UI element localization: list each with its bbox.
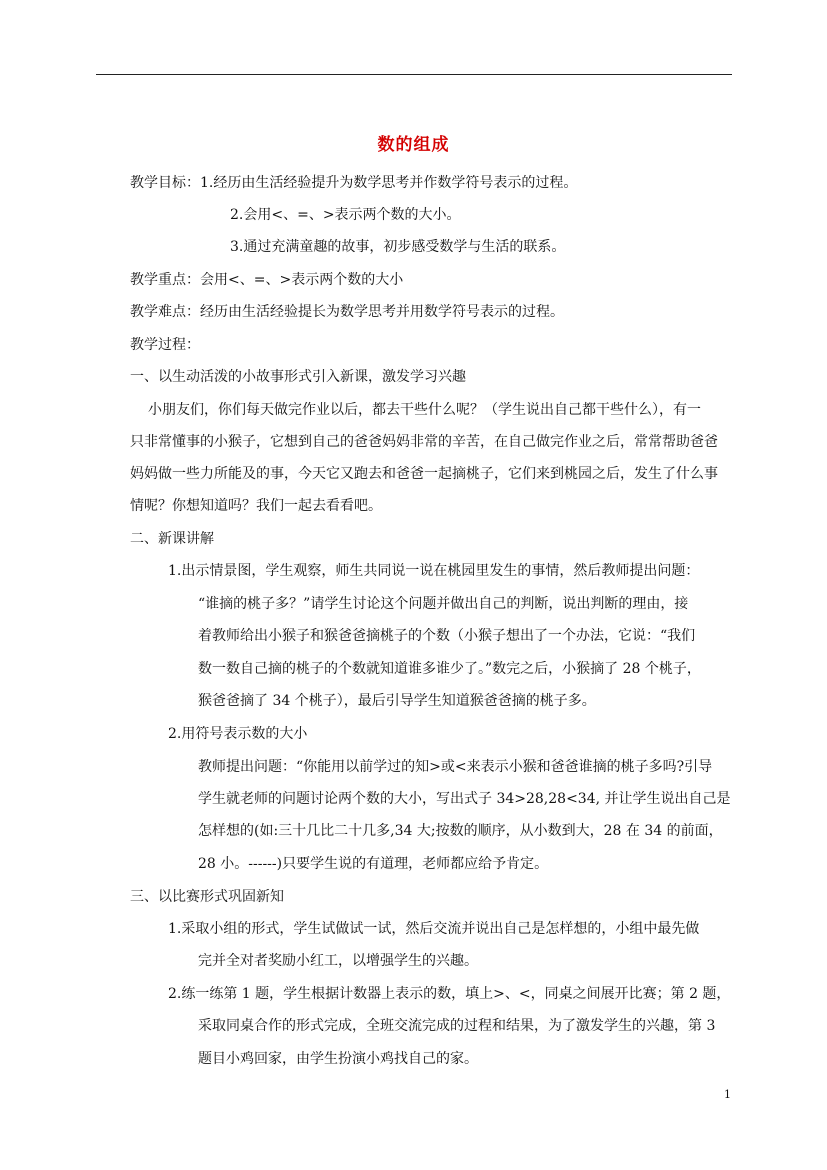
text-line: 猴爸爸摘了 34 个桃子），最后引导学生知道猴爸爸摘的桃子多。 bbox=[198, 693, 596, 709]
text-line: “谁摘的桃子多？”请学生讨论这个问题并做出自己的判断，说出判断的理由，接 bbox=[198, 596, 689, 612]
text-line: 完并全对者奖励小红工，以增强学生的兴趣。 bbox=[198, 953, 478, 969]
header-rule bbox=[96, 74, 732, 75]
text-line: 数一数自己摘的桃子的个数就知道谁多谁少了。”数完之后，小猴摘了 28 个桃子， bbox=[198, 661, 701, 677]
text-line: 28 小。------)只要学生说的有道理，老师都应给予肯定。 bbox=[198, 856, 549, 872]
text-line: 只非常懂事的小猴子，它想到自己的爸爸妈妈非常的辛苦，在自己做完作业之后，常常帮助爸爸 bbox=[130, 434, 718, 450]
text-line: 3.通过充满童趣的故事，初步感受数学与生活的联系。 bbox=[230, 239, 566, 255]
text-line: 小朋友们，你们每天做完作业以后，都去干些什么呢？（学生说出自己都干些什么），有一 bbox=[148, 402, 701, 418]
text-line: 情呢？你想知道吗？我们一起去看看吧。 bbox=[130, 498, 382, 514]
text-line: 怎样想的(如:三十几比二十几多,34 大;按数的顺序，从小数到大，28 在 34 的前面， bbox=[198, 823, 723, 839]
text-line: 2.练一练第 1 题，学生根据计数器上表示的数，填上>、<，同桌之间展开比赛；第 2 题， bbox=[168, 986, 731, 1002]
text-line: 教师提出问题：“你能用以前学过的知>或<来表示小猴和爸爸谁摘的桃子多吗?引导 bbox=[198, 759, 713, 775]
text-line: 妈妈做一些力所能及的事，今天它又跑去和爸爸一起摘桃子，它们来到桃园之后，发生了什么事 bbox=[130, 466, 718, 482]
page-number: 1 bbox=[724, 1088, 731, 1101]
text-line: 学生就老师的问题讨论两个数的大小，写出式子 34>28,28<34, 并让学生说出自己是 bbox=[198, 791, 731, 807]
text-line: 2.会用<、=、>表示两个数的大小。 bbox=[230, 207, 461, 223]
text-line: 教学重点：会用<、=、>表示两个数的大小 bbox=[130, 272, 404, 288]
text-line: 2.用符号表示数的大小 bbox=[168, 726, 308, 742]
text-line: 采取同桌合作的形式完成，全班交流完成的过程和结果，为了激发学生的兴趣，第 3 bbox=[198, 1018, 716, 1034]
text-line: 1.采取小组的形式，学生试做试一试，然后交流并说出自己是怎样想的，小组中最先做 bbox=[168, 921, 700, 937]
section-heading: 一、以生动活泼的小故事形式引入新课，激发学习兴趣 bbox=[130, 369, 466, 385]
text-line: 教学难点：经历由生活经验提长为数学思考并用数学符号表示的过程。 bbox=[130, 304, 564, 320]
text-line: 教学过程： bbox=[130, 337, 200, 353]
section-heading: 三、以比赛形式巩固新知 bbox=[130, 889, 284, 905]
text-line: 1.出示情景图，学生观察，师生共同说一说在桃园里发生的事情，然后教师提出问题： bbox=[168, 563, 700, 579]
document-title: 数的组成 bbox=[377, 135, 450, 155]
text-line: 题目小鸡回家，由学生扮演小鸡找自己的家。 bbox=[198, 1051, 478, 1067]
text-line: 着教师给出小猴子和猴爸爸摘桃子的个数（小猴子想出了一个办法，它说：“我们 bbox=[198, 628, 696, 644]
section-heading: 二、新课讲解 bbox=[130, 531, 214, 547]
text-line: 教学目标：1.经历由生活经验提升为数学思考并作数学符号表示的过程。 bbox=[130, 175, 578, 191]
